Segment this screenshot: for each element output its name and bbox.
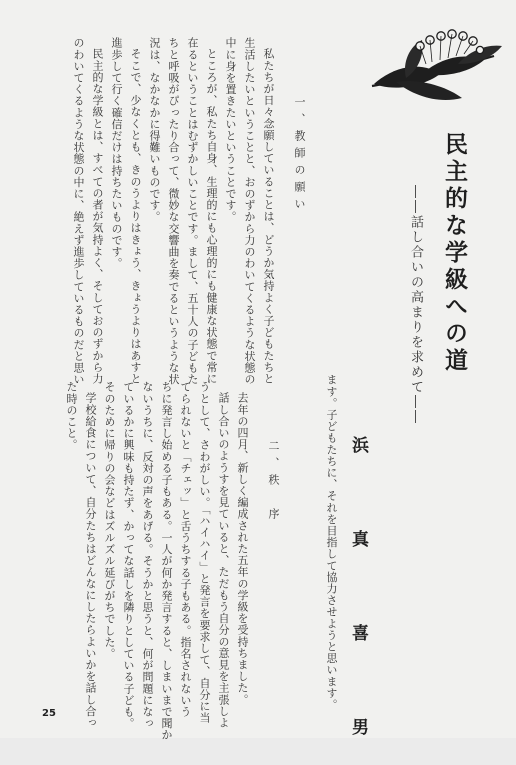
- body-line: のわいてくるような状態の中に、絶えず進歩しているものだと思い: [72, 37, 85, 385]
- flower-branch-icon: [366, 24, 506, 112]
- body-line: ところが、私たち自身、生理的にも心理的にも健康な状態で常に: [205, 48, 218, 385]
- page-number: 25: [42, 708, 56, 719]
- article-subtitle: ――話し合いの高まりを求めて――: [408, 185, 423, 425]
- body-line: 私たちが日々念願していることは、どうか気持よく子どもたちと: [262, 48, 275, 385]
- body-line: そのために帰りの会などはズルズル延びがちでした。: [103, 381, 116, 660]
- body-line: 学校給食について、自分たちはどんなにしたらよいかを話し合っ: [84, 392, 97, 729]
- body-line: 中に身を置きたいということです。: [224, 37, 237, 223]
- body-line: 話し合いのようすを見ていると、ただもう自分の意見を主張しよ: [217, 392, 230, 729]
- body-line: た時のこと。: [65, 381, 78, 451]
- body-line: ないうちに、反対の声をあげる。そうかと思うと、何が問題になっ: [141, 381, 154, 729]
- body-line: 在るということはむずかしいことです。まして、五十人の子どもた: [186, 37, 199, 385]
- body-line: 民主的な学級とは、すべての者が気持よく、そしておのずから力: [91, 48, 104, 385]
- body-line: うとして、さわがしい。「ハイハイ」と発言を要求して、自分に当: [198, 381, 211, 724]
- body-line: 生活したいということと、おのずから力のわいてくるような状態の: [243, 37, 256, 385]
- section-heading-2: 二、秩 序: [267, 440, 280, 525]
- body-line: 去年の四月、新しく編成された五年の学級を受持ちました。: [236, 392, 249, 706]
- body-line: 進歩して行く確信だけは持ちたいものです。: [110, 37, 123, 269]
- body-line: ます。子どもたちに、それを目指して協力させようと思います。: [325, 374, 338, 711]
- body-line: ているかに興味も持たず、かってな話しを隣りとしている子ども。: [122, 381, 135, 729]
- article-title: 民主的な学級への道: [441, 132, 468, 375]
- body-line: ちに発言し始める子もある。一人が何か発言すると、しまいまで聞か: [160, 381, 173, 741]
- body-line: そこで、少なくとも、きのうよりはきょう、きょうよりはあすと: [129, 48, 142, 385]
- body-line: てられないと「チェッ」と舌うちする子もある。指名されないう: [179, 381, 192, 718]
- author-name: 浜 真 喜 男: [348, 436, 368, 765]
- body-line: 況は、なかなかに得難いものです。: [148, 37, 161, 223]
- section-heading-1: 一、教師の願い: [293, 96, 306, 215]
- body-line: ちと呼吸がぴったり合って、微妙な交響曲を奏でるというような状: [167, 37, 180, 385]
